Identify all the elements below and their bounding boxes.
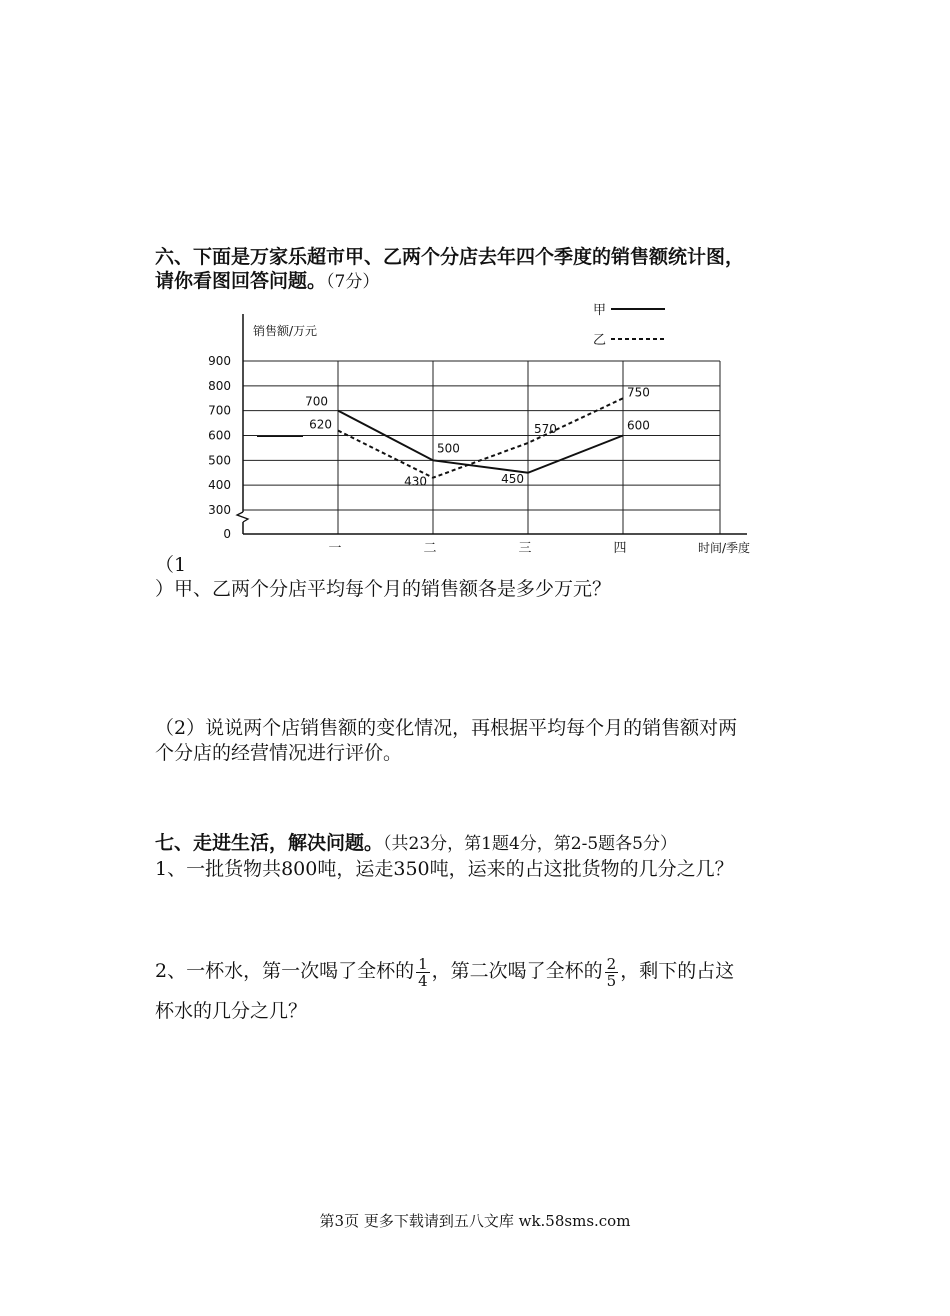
section7-heading-wrap bbox=[155, 830, 677, 857]
chart-labels bbox=[208, 323, 750, 556]
section6-q2-line1: （2）说说两个店销售额的变化情况，再根据平均每个月的销售额对两 bbox=[155, 717, 738, 739]
fraction-one-quarter bbox=[416, 956, 430, 989]
section6-q1-part1: （1 bbox=[155, 554, 187, 576]
fraction-two-fifths bbox=[605, 956, 619, 989]
chart-legend bbox=[593, 303, 665, 348]
y-axis-title: 销售额/万元 bbox=[253, 324, 318, 338]
section6-heading-line1: 六、下面是万家乐超市甲、乙两个分店去年四个季度的销售额统计图， bbox=[155, 246, 745, 268]
x-tick-label: 三 bbox=[518, 541, 532, 556]
section7-heading: 七、走进生活，解决问题。 bbox=[155, 832, 384, 854]
section6-heading-line2-wrap bbox=[155, 268, 379, 295]
y-tick-label: 0 bbox=[223, 527, 231, 541]
legend-label-yi: 乙 bbox=[593, 333, 607, 348]
section6-heading-line2: 请你看图回答问题。 bbox=[155, 270, 327, 292]
sales-line-chart bbox=[195, 300, 795, 565]
fraction2-denominator: 5 bbox=[606, 971, 617, 990]
data-label-yi: 750 bbox=[627, 385, 650, 400]
data-label-jia: 450 bbox=[501, 471, 524, 486]
section6-q1-part2: ）甲、乙两个分店平均每个月的销售额各是多少万元？ bbox=[155, 578, 612, 600]
y-tick-label: 800 bbox=[208, 378, 231, 393]
fraction1-denominator: 4 bbox=[418, 971, 428, 990]
y-tick-label: 900 bbox=[208, 354, 231, 368]
section7-heading-note: （共23分，第1题4分，第2-5题各5分） bbox=[383, 834, 677, 854]
section7-q2-line2: 杯水的几分之几？ bbox=[155, 1000, 308, 1022]
section6-points: （7分） bbox=[326, 272, 380, 292]
x-tick-label: 四 bbox=[613, 541, 627, 556]
data-label-yi: 570 bbox=[534, 421, 557, 436]
section7-q2-text-b: ，第二次喝了全杯的 bbox=[431, 960, 603, 982]
y-tick-label: 700 bbox=[208, 403, 231, 418]
fraction2-numerator: 2 bbox=[606, 954, 617, 973]
legend-label-jia: 甲 bbox=[593, 303, 607, 318]
data-label-jia: 600 bbox=[627, 418, 650, 433]
y-tick-label: 400 bbox=[208, 478, 231, 493]
y-tick-label: 500 bbox=[208, 453, 231, 468]
section7-q2-text-c: ，剩下的占这 bbox=[620, 960, 735, 982]
y-tick-label: 300 bbox=[208, 503, 231, 517]
data-label-jia: 500 bbox=[437, 441, 460, 456]
fraction1-numerator: 1 bbox=[418, 954, 428, 973]
section6-q2-line2: 个分店的经营情况进行评价。 bbox=[155, 742, 403, 764]
data-label-yi: 620 bbox=[309, 417, 332, 432]
page-footer: 第3页 更多下载请到五八文库 wk.58sms.com bbox=[319, 1212, 631, 1230]
y-axis-break-mark bbox=[237, 512, 248, 522]
y-tick-label: 600 bbox=[208, 428, 231, 443]
section7-q1: 1、一批货物共800吨，运走350吨，运来的占这批货物的几分之几？ bbox=[155, 858, 734, 880]
x-tick-label: 一 bbox=[328, 541, 342, 556]
section7-q2-line1 bbox=[155, 950, 734, 992]
series-line-jia bbox=[338, 411, 623, 473]
data-label-jia: 700 bbox=[305, 394, 328, 409]
data-label-yi: 430 bbox=[404, 474, 427, 489]
x-tick-label: 二 bbox=[423, 541, 437, 556]
section7-q2-text-a: 2、一杯水，第一次喝了全杯的 bbox=[155, 960, 415, 982]
x-axis-title: 时间/季度 bbox=[698, 541, 751, 555]
